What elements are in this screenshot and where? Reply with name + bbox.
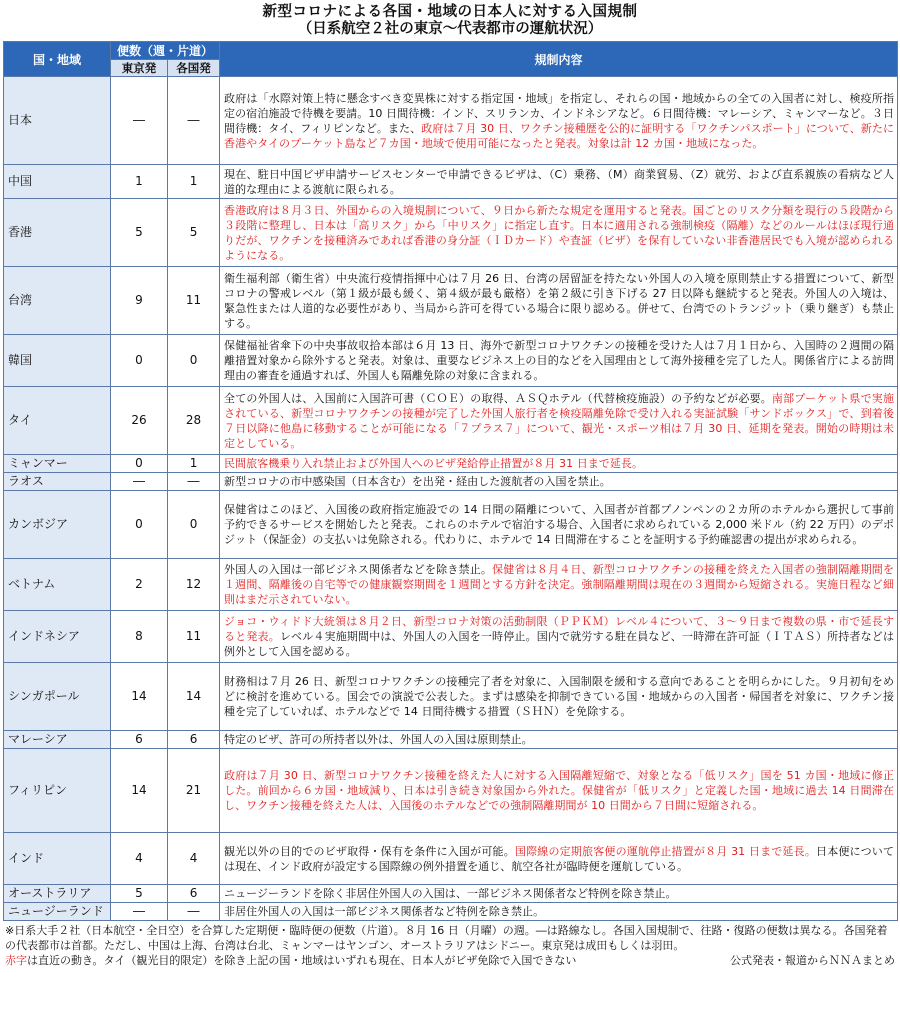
table-row xyxy=(4,903,898,921)
recent-update-text: 民間旅客機乗り入れ禁止および外国人へのビザ発給停止措置が８月 31 日まで延長。 xyxy=(224,457,644,470)
regulation-text: 観光以外の目的でのビザ取得・保有を条件に入国が可能。 xyxy=(224,844,515,858)
regulation-content-cell xyxy=(220,903,898,921)
country-cell: ベトナム xyxy=(4,559,111,611)
foreign-flights-cell: 0 xyxy=(168,335,220,387)
country-cell: フィリピン xyxy=(4,749,111,833)
regulation-content-cell xyxy=(220,267,898,335)
foreign-flights-cell: 12 xyxy=(168,559,220,611)
page-title: 新型コロナによる各国・地域の日本人に対する入国規制 xyxy=(262,4,638,20)
table-row xyxy=(4,387,898,455)
table-row xyxy=(4,267,898,335)
regulation-content-cell xyxy=(220,455,898,473)
tokyo-flights-cell: 2 xyxy=(111,559,168,611)
footnote xyxy=(3,923,897,968)
country-cell: インド xyxy=(4,833,111,885)
tokyo-flights-cell: 1 xyxy=(111,165,168,199)
regulation-text: 保健福祉省傘下の中央事故収拾本部は６月 13 日、海外で新型コロナワクチンの接種を受けた人は７月１日から、入国時の２週間の隔離措置対象から除外すると発表。対象は、重要なビジネス上の目的などを入国理由として海外接種を完了した人。関係省庁による訪問理由の審査を通過すれば、外国人も隔離免除の対象に含まれる。 xyxy=(224,339,895,382)
footnote-line2: は直近の動き。タイ（観光目的限定）を除き上記の国・地域はいずれも現在、日本人がビザ免除で入国できない xyxy=(27,954,577,967)
foreign-flights-cell: 21 xyxy=(168,749,220,833)
regulation-text: 保健省はこのほど、入国後の政府指定施設での 14 日間の隔離について、入国者が首都プノンペンの２カ所のホテルから選択して事前予約できるサービスを開始したと発表。これらのホテルで宿泊する場合、入国者に求められている 2,000 米ドル（約 22 万円）のデポジット（保証金）の支払いは免除される。代わりに、ホテルで 14 日間滞在することを証明する予約確認書の提出が求められる。 xyxy=(224,503,895,546)
recent-update-text: 政府は７月 30 日、ワクチン接種歴を公的に証明する「ワクチンパスポート」について、新たに香港やタイのプーケット島など７カ国・地域で使用可能になったと発表。対象は計 12 カ国・地域になった。 xyxy=(224,121,895,150)
foreign-flights-cell: 0 xyxy=(168,491,220,559)
recent-update-text: 政府は７月 30 日、新型コロナワクチン接種を終えた人に対する入国隔離短縮で、対象となる「低リスク」国を 51 カ国・地域に修正した。前回から６カ国・地域減り、日本は引き続き対象国から外れた。保健省が「低リスク」と定義した国・地域に過去 14 日間滞在し、ワクチン接種を終えた人は、入国後のホテルなどでの強制隔離期間が 10 日間から７日間に短縮される。 xyxy=(224,769,895,812)
tokyo-flights-cell: 5 xyxy=(111,885,168,903)
tokyo-flights-cell: 6 xyxy=(111,731,168,749)
regulation-content-cell xyxy=(220,199,898,267)
regulation-text: レベル４実施期間中は、外国人の入国を一時停止。国内で就労する駐在員など、一時滞在許可証（ＩＴＡＳ）所持者などは例外として入国を認める。 xyxy=(224,630,895,658)
tokyo-flights-cell: 14 xyxy=(111,749,168,833)
country-cell: 中国 xyxy=(4,165,111,199)
regulation-text: 政府は「水際対策上特に懸念すべき変異株に対する指定国・地域」を指定し、それらの国・地域からの全ての入国者に対し、検疫所指定の宿泊施設で待機を要請。10 日間待機：インド、スリランカ、インドネシアなど。６日間待機：マレーシア、ミャンマーなど。３日間待機：タイ、フィリピンなど。また、 xyxy=(224,91,895,135)
table-row xyxy=(4,199,898,267)
header-tokyo: 東京発 xyxy=(111,60,168,77)
footnote-line1: ※日系大手２社（日本航空・全日空）を合算した定期便・臨時便の便数（片道）。８月 16 日（月曜）の週。―は路線なし。各国入国規制で、往路・復路の便数は異なる。各国発着の代表都市は首都。ただし、中国は上海、台湾は台北、ミャンマーはヤンゴン、オーストラリアはシドニー。東京発は成田もしくは羽田。 xyxy=(5,924,888,952)
foreign-flights-cell: ― xyxy=(168,77,220,165)
table-row xyxy=(4,491,898,559)
tokyo-flights-cell: 8 xyxy=(111,611,168,663)
tokyo-flights-cell: 4 xyxy=(111,833,168,885)
table-row xyxy=(4,77,898,165)
foreign-flights-cell: 6 xyxy=(168,731,220,749)
tokyo-flights-cell: ― xyxy=(111,473,168,491)
foreign-flights-cell: ― xyxy=(168,903,220,921)
table-row xyxy=(4,749,898,833)
country-cell: オーストラリア xyxy=(4,885,111,903)
regulation-text: 非居住外国人の入国は一部ビジネス関係者など特例を除き禁止。 xyxy=(224,905,545,918)
tokyo-flights-cell: ― xyxy=(111,77,168,165)
country-cell: 日本 xyxy=(4,77,111,165)
regulation-content-cell xyxy=(220,165,898,199)
tokyo-flights-cell: 0 xyxy=(111,491,168,559)
header-flights: 便数（週・片道） xyxy=(111,42,220,60)
regulation-content-cell xyxy=(220,749,898,833)
recent-update-text: 南部プーケット県で実施されている、新型コロナワクチンの接種が完了した外国人旅行者を検疫隔離免除で受け入れる実証試験「サンドボックス」で、到着後７日以降に他島に移動することが可能になる「７プラス７」について、観光・スポーツ相は７月 30 日、延期を発表。開始の時期は未定としている。 xyxy=(224,391,895,450)
foreign-flights-cell: 1 xyxy=(168,165,220,199)
foreign-flights-cell: 11 xyxy=(168,611,220,663)
regulation-content-cell xyxy=(220,77,898,165)
foreign-flights-cell: ― xyxy=(168,473,220,491)
regulation-text: ニュージーランドを除く非居住外国人の入国は、一部ビジネス関係者など特例を除き禁止。 xyxy=(224,887,677,900)
table-row xyxy=(4,473,898,491)
country-cell: ミャンマー xyxy=(4,455,111,473)
country-cell: ニュージーランド xyxy=(4,903,111,921)
tokyo-flights-cell: 26 xyxy=(111,387,168,455)
tokyo-flights-cell: 14 xyxy=(111,663,168,731)
regulation-text: 財務相は７月 26 日、新型コロナワクチンの接種完了者を対象に、入国制限を緩和する意向であることを明らかにした。９月初旬をめどに検討を進めている。国会での演説で公表した。まずは感染を抑制できている国・地域からの入国者・帰国者を対象に、ワクチン接種を完了していれば、ホテルなどで 14 日間待機する措置（ＳＨＮ）を免除する。 xyxy=(224,675,895,718)
foreign-flights-cell: 1 xyxy=(168,455,220,473)
table-row xyxy=(4,335,898,387)
recent-update-text: ジョコ・ウィドド大統領は８月２日、新型コロナ対策の活動制限（ＰＰＫＭ）レベル４について、３～９日まで複数の県・市で延長すると発表。 xyxy=(224,615,895,643)
regulation-content-cell xyxy=(220,473,898,491)
tokyo-flights-cell: 0 xyxy=(111,335,168,387)
table-row xyxy=(4,559,898,611)
country-cell: カンボジア xyxy=(4,491,111,559)
table-row xyxy=(4,611,898,663)
recent-update-text: 保健省は８月４日、新型コロナワクチンの接種を終えた入国者の強制隔離期間を１週間、隔離後の自宅等での健康観察期間を１週間とする方針を決定。強制隔離期間は現在の３週間から短縮される。実施日程など細則はまだ示されていない。 xyxy=(224,563,895,606)
header-country: 国・地域 xyxy=(4,42,111,77)
regulation-content-cell xyxy=(220,885,898,903)
table-row xyxy=(4,885,898,903)
table-row xyxy=(4,833,898,885)
table-row xyxy=(4,455,898,473)
foreign-flights-cell: 4 xyxy=(168,833,220,885)
footnote-red-word: 赤字 xyxy=(5,954,27,967)
regulation-text: 特定のビザ、許可の所持者以外は、外国人の入国は原則禁止。 xyxy=(224,733,533,746)
regulation-content-cell xyxy=(220,663,898,731)
foreign-flights-cell: 11 xyxy=(168,267,220,335)
table-row xyxy=(4,663,898,731)
country-cell: インドネシア xyxy=(4,611,111,663)
country-cell: タイ xyxy=(4,387,111,455)
foreign-flights-cell: 6 xyxy=(168,885,220,903)
recent-update-text: 香港政府は８月３日、外国からの入境規制について、９日から新たな規定を運用すると発表。国ごとのリスク分類を現行の５段階から３段階に整理し、日本は「高リスク」から「中リスク」に指定し直す。日本に適用される強制検疫（隔離）などのルールはほぼ現行通りだが、ワクチンを接種済みであれば香港の身分証（ＩＤカード）や査証（ビザ）を保有していない非香港居民でも入境が認められるようになる。 xyxy=(224,203,895,262)
regulation-content-cell xyxy=(220,491,898,559)
country-cell: ラオス xyxy=(4,473,111,491)
table-row xyxy=(4,165,898,199)
regulation-text: 日本便については現在、インド政府が設定する国際線の例外措置を通じ、航空各社が臨時便を運航している。 xyxy=(224,844,894,873)
regulation-content-cell xyxy=(220,387,898,455)
tokyo-flights-cell: 5 xyxy=(111,199,168,267)
foreign-flights-cell: 5 xyxy=(168,199,220,267)
regulation-content-cell xyxy=(220,833,898,885)
tokyo-flights-cell: ― xyxy=(111,903,168,921)
regulation-text: 新型コロナの市中感染国（日本含む）を出発・経由した渡航者の入国を禁止。 xyxy=(224,475,611,488)
country-cell: シンガポール xyxy=(4,663,111,731)
country-cell: 台湾 xyxy=(4,267,111,335)
country-cell: マレーシア xyxy=(4,731,111,749)
page-subtitle: （日系航空２社の東京～代表都市の運航状況） xyxy=(297,21,603,37)
foreign-flights-cell: 28 xyxy=(168,387,220,455)
table-body xyxy=(4,77,898,921)
regulation-text: 全ての外国人は、入国前に入国許可書（ＣＯＥ）の取得、ＡＳＱホテル（代替検疫施設）の予約などが必要。 xyxy=(224,391,772,405)
regulation-content-cell xyxy=(220,559,898,611)
header-foreign: 各国発 xyxy=(168,60,220,77)
header-content: 規制内容 xyxy=(220,42,898,77)
regulation-text: 現在、駐日中国ビザ申請サービスセンターで申請できるビザは、（C）乗務、（M）商業貿易、（Z）就労、および直系親族の看病など人道的な理由による渡航に限られる。 xyxy=(224,167,895,196)
tokyo-flights-cell: 9 xyxy=(111,267,168,335)
foreign-flights-cell: 14 xyxy=(168,663,220,731)
regulation-content-cell xyxy=(220,731,898,749)
regulation-text: 外国人の入国は一部ビジネス関係者などを除き禁止。 xyxy=(224,563,493,576)
regulation-content-cell xyxy=(220,335,898,387)
tokyo-flights-cell: 0 xyxy=(111,455,168,473)
recent-update-text: 国際線の定期旅客便の運航停止措置が８月 31 日まで延長。 xyxy=(514,844,817,858)
regulation-text: 衛生福利部（衛生省）中央流行疫情指揮中心は７月 26 日、台湾の居留証を持たない外国人の入境を原則禁止する措置について、新型コロナの警戒レベル（第１級が最も緩く、第４級が最も厳格）を第２級に引き下げる 27 日以降も継続すると発表。外国人の入境は、緊急性または人道的な必要性があり、当局から許可を得ている場合に限り認める。併せて、台湾でのトランジット（乗り継ぎ）も禁止する。 xyxy=(224,271,895,330)
country-cell: 韓国 xyxy=(4,335,111,387)
regulation-content-cell xyxy=(220,611,898,663)
country-cell: 香港 xyxy=(4,199,111,267)
source-credit: 公式発表・報道からＮＮＡまとめ xyxy=(730,954,895,967)
regulation-table xyxy=(3,41,898,921)
table-row xyxy=(4,731,898,749)
